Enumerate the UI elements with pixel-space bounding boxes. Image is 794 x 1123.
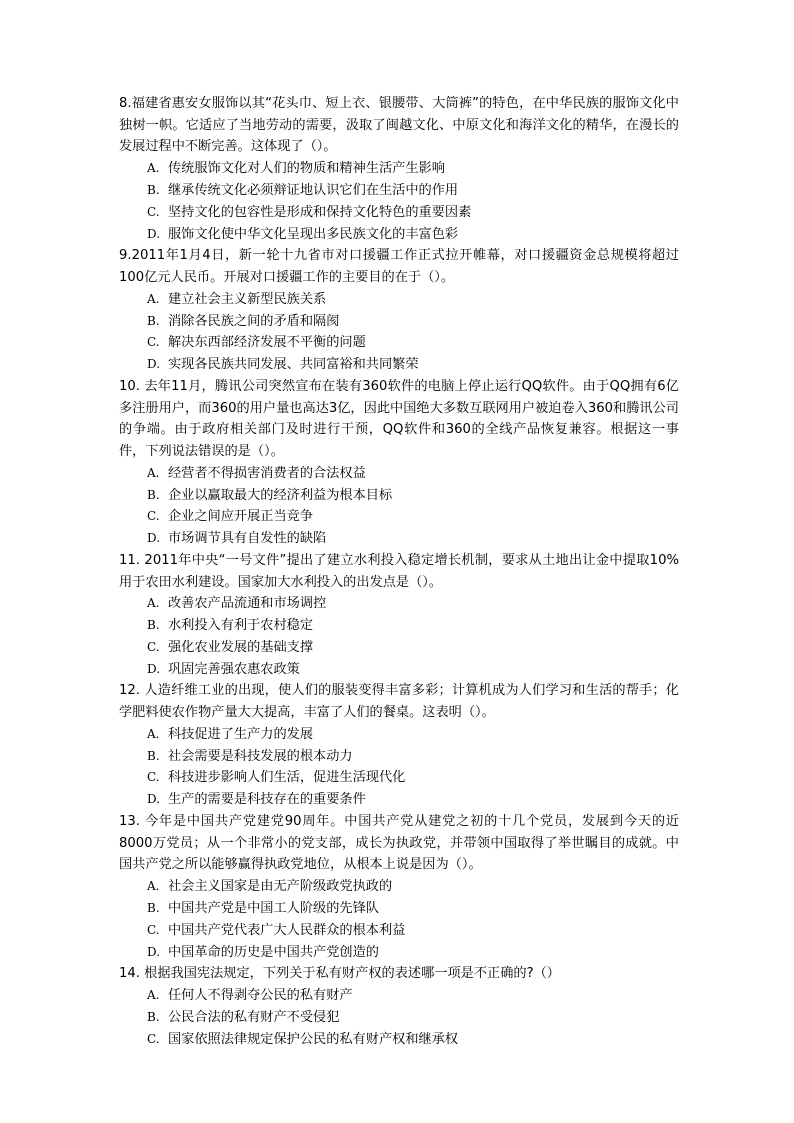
option-letter: B. bbox=[147, 313, 160, 328]
option-d bbox=[119, 789, 679, 811]
option-letter: D. bbox=[147, 944, 161, 959]
option-letter: A. bbox=[147, 988, 160, 1003]
question-stem: 10. 去年11月，腾讯公司突然宣布在装有360软件的电脑上停止运行QQ软件。由于QQ拥有6亿多注册用户，而360的用户量也高达3亿，因此中国绝大多数互联网用户被迫卷入360和腾讯公司的争端。由于政府相关部门及时进行干预，QQ软件和360的全线产品恢复兼容。根据这一事件，下列说法错误的是（）。 bbox=[119, 378, 679, 459]
option-letter: A. bbox=[147, 291, 160, 306]
option-d bbox=[119, 942, 679, 964]
option-letter: A. bbox=[147, 726, 160, 741]
question-14 bbox=[119, 963, 679, 1050]
option-text: 任何人不得剥夺公民的私有财产 bbox=[168, 988, 353, 1004]
option-letter: C. bbox=[147, 922, 160, 937]
option-text: 坚持文化的包容性是形成和保持文化特色的重要因素 bbox=[168, 204, 472, 220]
option-text: 中国共产党是中国工人阶级的先锋队 bbox=[168, 900, 379, 916]
option-text: 强化农业发展的基础支撑 bbox=[168, 639, 314, 655]
option-text: 公民合法的私有财产不受侵犯 bbox=[168, 1009, 340, 1025]
option-letter: D. bbox=[147, 661, 161, 676]
option-text: 解决东西部经济发展不平衡的问题 bbox=[168, 335, 366, 351]
option-a bbox=[119, 876, 679, 898]
option-text: 水利投入有利于农村稳定 bbox=[168, 618, 314, 634]
option-text: 消除各民族之间的矛盾和隔阂 bbox=[168, 313, 340, 329]
option-text: 企业以赢取最大的经济利益为根本目标 bbox=[168, 487, 393, 503]
question-10 bbox=[119, 376, 679, 550]
option-letter: D. bbox=[147, 226, 161, 241]
option-a bbox=[119, 289, 679, 311]
option-c bbox=[119, 506, 679, 528]
option-text: 经营者不得损害消费者的合法权益 bbox=[168, 465, 366, 481]
option-d bbox=[119, 528, 679, 550]
option-text: 企业之间应开展正当竞争 bbox=[168, 509, 314, 525]
option-text: 社会主义国家是由无产阶级政党执政的 bbox=[168, 879, 393, 895]
option-text: 改善农产品流通和市场调控 bbox=[168, 596, 327, 612]
option-letter: D. bbox=[147, 531, 161, 546]
option-b bbox=[119, 180, 679, 202]
option-letter: B. bbox=[147, 182, 160, 197]
option-c bbox=[119, 202, 679, 224]
option-d bbox=[119, 224, 679, 246]
option-letter: C. bbox=[147, 204, 160, 219]
option-c bbox=[119, 637, 679, 659]
option-letter: A. bbox=[147, 161, 160, 176]
question-13 bbox=[119, 811, 679, 963]
option-letter: C. bbox=[147, 509, 160, 524]
option-b bbox=[119, 615, 679, 637]
option-letter: A. bbox=[147, 596, 160, 611]
option-letter: B. bbox=[147, 900, 160, 915]
option-a bbox=[119, 593, 679, 615]
option-letter: C. bbox=[147, 639, 160, 654]
question-stem: 9.2011年1月4日，新一轮十九省市对口援疆工作正式拉开帷幕，对口援疆资金总规模将超过100亿元人民币。开展对口援疆工作的主要目的在于（）。 bbox=[119, 248, 679, 285]
option-a bbox=[119, 985, 679, 1007]
option-text: 中国共产党代表广大人民群众的根本利益 bbox=[168, 922, 406, 938]
option-b bbox=[119, 898, 679, 920]
option-text: 市场调节具有自发性的缺陷 bbox=[168, 531, 327, 547]
option-letter: C. bbox=[147, 770, 160, 785]
option-text: 科技进步影响人们生活，促进生活现代化 bbox=[168, 770, 406, 786]
option-b bbox=[119, 485, 679, 507]
question-stem: 14. 根据我国宪法规定，下列关于私有财产权的表述哪一项是不正确的?（） bbox=[119, 966, 560, 982]
option-b bbox=[119, 311, 679, 333]
option-text: 生产的需要是科技存在的重要条件 bbox=[168, 792, 366, 808]
option-text: 实现各民族共同发展、共同富裕和共同繁荣 bbox=[168, 357, 419, 373]
option-letter: C. bbox=[147, 1031, 160, 1046]
option-d bbox=[119, 354, 679, 376]
option-text: 服饰文化使中华文化呈现出多民族文化的丰富色彩 bbox=[168, 226, 459, 242]
option-c bbox=[119, 920, 679, 942]
option-letter: A. bbox=[147, 879, 160, 894]
option-c bbox=[119, 332, 679, 354]
option-b bbox=[119, 1007, 679, 1029]
option-d bbox=[119, 659, 679, 681]
option-text: 中国革命的历史是中国共产党创造的 bbox=[168, 944, 379, 960]
question-9 bbox=[119, 245, 679, 376]
option-a bbox=[119, 724, 679, 746]
option-letter: B. bbox=[147, 487, 160, 502]
option-letter: C. bbox=[147, 335, 160, 350]
option-a bbox=[119, 158, 679, 180]
question-stem: 12. 人造纤维工业的出现，使人们的服装变得丰富多彩；计算机成为人们学习和生活的帮手；化学肥料使农作物产量大大提高，丰富了人们的餐桌。这表明（）。 bbox=[119, 683, 679, 721]
option-text: 国家依照法律规定保护公民的私有财产权和继承权 bbox=[168, 1031, 459, 1047]
option-letter: B. bbox=[147, 1009, 160, 1024]
question-12 bbox=[119, 680, 679, 811]
option-letter: D. bbox=[147, 792, 161, 807]
option-text: 建立社会主义新型民族关系 bbox=[168, 291, 327, 307]
option-text: 社会需要是科技发展的根本动力 bbox=[168, 748, 353, 764]
document-page bbox=[119, 93, 679, 1050]
option-letter: B. bbox=[147, 618, 160, 633]
question-stem: 13. 今年是中国共产党建党90周年。中国共产党从建党之初的十几个党员，发展到今天的近8000万党员；从一个非常小的党支部，成长为执政党，并带领中国取得了举世瞩目的成就。中国共产党之所以能够赢得执政党地位，从根本上说是因为（）。 bbox=[119, 814, 679, 873]
option-c bbox=[119, 1029, 679, 1051]
option-text: 科技促进了生产力的发展 bbox=[168, 726, 314, 742]
option-a bbox=[119, 463, 679, 485]
option-text: 传统服饰文化对人们的物质和精神生活产生影响 bbox=[168, 161, 445, 177]
option-letter: D. bbox=[147, 357, 161, 372]
question-11 bbox=[119, 550, 679, 681]
option-letter: A. bbox=[147, 465, 160, 480]
option-b bbox=[119, 746, 679, 768]
option-text: 巩固完善强农惠农政策 bbox=[168, 661, 300, 677]
question-8 bbox=[119, 93, 679, 245]
question-stem: 11. 2011年中央“一号文件”提出了建立水利投入稳定增长机制，要求从土地出让金中提取10%用于农田水利建设。国家加大水利投入的出发点是（）。 bbox=[119, 552, 679, 590]
option-c bbox=[119, 767, 679, 789]
question-stem: 8.福建省惠安女服饰以其“花头巾、短上衣、银腰带、大筒裤”的特色，在中华民族的服饰文化中独树一帜。它适应了当地劳动的需要，汲取了闽越文化、中原文化和海洋文化的精华，在漫长的发展过程中不断完善。这体现了（）。 bbox=[119, 96, 679, 155]
option-text: 继承传统文化必须辩证地认识它们在生活中的作用 bbox=[168, 182, 459, 198]
option-letter: B. bbox=[147, 748, 160, 763]
